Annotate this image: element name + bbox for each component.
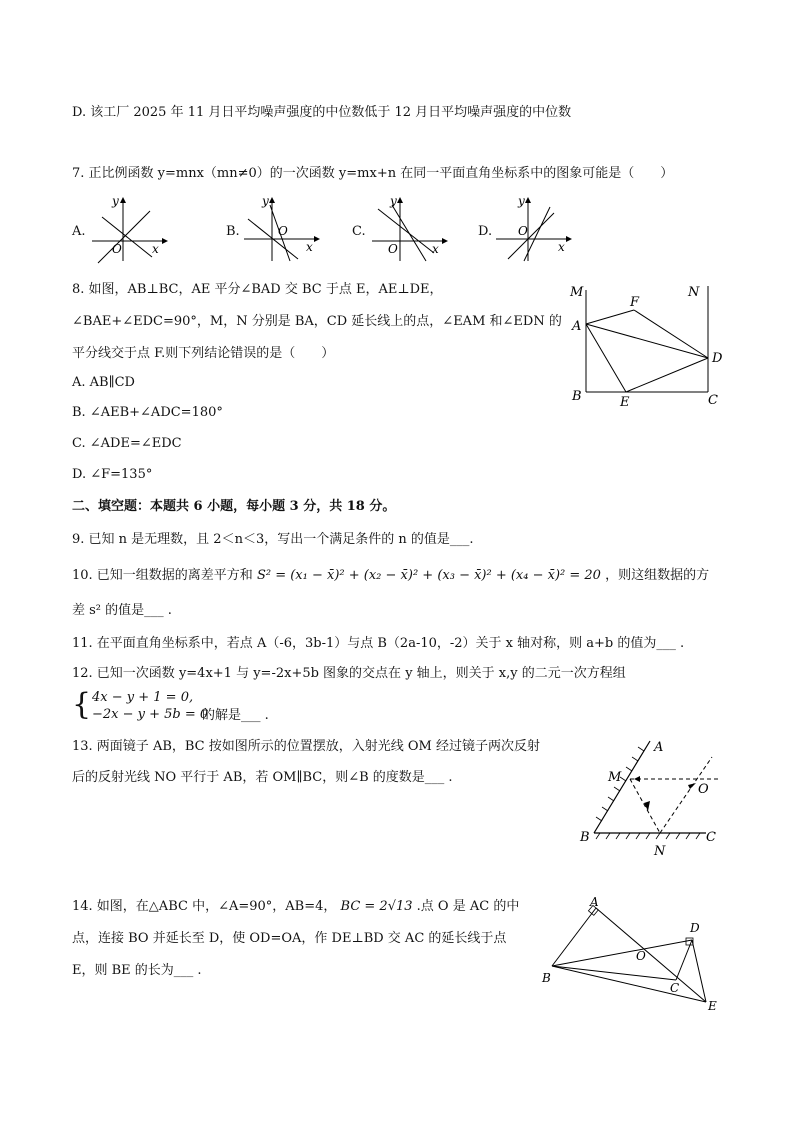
q14-label-a: A bbox=[590, 895, 599, 909]
q10-line-1 bbox=[72, 567, 709, 585]
q14-label-d: D bbox=[690, 921, 700, 935]
q10-prefix: 10. 已知一组数据的离差平方和 bbox=[72, 568, 253, 583]
q8-stem-2: ∠BAE+∠EDC=90°，M，N 分别是 BA，CD 延长线上的点，∠EAM 和∠EDN 的 bbox=[72, 314, 562, 329]
q7-a-x: x bbox=[152, 242, 159, 256]
q8-stem-3: 平分线交于点 F.则下列结论错误的是（ ） bbox=[72, 346, 335, 361]
q14-suffix: .点 O 是 AC 的中 bbox=[416, 899, 520, 914]
q13-label-m: M bbox=[608, 770, 622, 785]
q6-option-d: D. 该工厂 2025 年 11 月日平均噪声强度的中位数低于 12 月日平均噪声强度的中位数 bbox=[72, 105, 572, 120]
q14-figure bbox=[538, 894, 738, 1014]
q13-line-1: 13. 两面镜子 AB，BC 按如图所示的位置摆放，入射光线 OM 经过镜子两次反射 bbox=[72, 739, 540, 754]
q8-label-a: A bbox=[572, 319, 582, 334]
q10-line-2: 差 s² 的值是___ . bbox=[72, 603, 172, 618]
q7-graph-d bbox=[494, 195, 574, 265]
q7-graph-a bbox=[90, 195, 170, 265]
q7-b-y: y bbox=[262, 194, 269, 208]
q12-brace: { bbox=[72, 687, 92, 722]
q12-line-1: 12. 已知一次函数 y=4x+1 与 y=-2x+5b 图象的交点在 y 轴上，则关于 x,y 的二元一次方程组 bbox=[72, 666, 626, 681]
q8-option-d: D. ∠F=135° bbox=[72, 467, 153, 482]
q13-line-2: 后的反射光线 NO 平行于 AB，若 OM∥BC，则∠B 的度数是___ . bbox=[72, 770, 453, 785]
q14-line-3: E，则 BE 的长为___ . bbox=[72, 963, 202, 978]
q14-line-2: 点，连接 BO 并延长至 D，使 OD=OA，作 DE⊥BD 交 AC 的延长线于点 bbox=[72, 931, 507, 946]
q8-stem-1: 8. 如图，AB⊥BC，AE 平分∠BAD 交 BC 于点 E，AE⊥DE， bbox=[72, 282, 443, 297]
q7-c-o: O bbox=[388, 242, 398, 256]
q14-label-e: E bbox=[708, 999, 717, 1013]
q7-option-a-label: A. bbox=[72, 224, 86, 239]
q9: 9. 已知 n 是无理数，且 2＜n＜3，写出一个满足条件的 n 的值是___. bbox=[72, 532, 474, 547]
q12-eq-1: 4x − y + 1 = 0, bbox=[92, 690, 194, 705]
q8-option-a: A. AB∥CD bbox=[72, 375, 135, 390]
q12-tail: 的解是___ . bbox=[202, 708, 269, 723]
q7-c-y: y bbox=[390, 194, 397, 208]
q8-option-c: C. ∠ADE=∠EDC bbox=[72, 436, 182, 451]
q8-label-c: C bbox=[708, 393, 718, 408]
q7-stem: 7. 正比例函数 y=mnx（mn≠0）的一次函数 y=mx+n 在同一平面直角坐标系中的图象可能是（ ） bbox=[72, 166, 674, 181]
q8-label-b: B bbox=[572, 389, 582, 404]
q8-label-n: N bbox=[688, 285, 700, 300]
q13-figure bbox=[578, 737, 728, 862]
q7-option-d-label: D. bbox=[478, 224, 493, 239]
q7-option-c-label: C. bbox=[352, 224, 366, 239]
q7-b-x: x bbox=[306, 240, 313, 254]
q10-suffix: ，则这组数据的方 bbox=[605, 568, 710, 583]
q8-figure bbox=[568, 282, 748, 412]
q13-label-n: N bbox=[654, 844, 666, 859]
q7-c-x: x bbox=[432, 242, 439, 256]
q7-a-y: y bbox=[112, 194, 119, 208]
q13-label-o: O bbox=[698, 782, 709, 797]
q8-label-e: E bbox=[620, 395, 630, 410]
q14-bc: BC = 2√13 bbox=[340, 899, 413, 914]
q8-label-d: D bbox=[712, 351, 723, 366]
q8-label-m: M bbox=[570, 285, 584, 300]
q7-d-o: O bbox=[518, 224, 528, 238]
q8-label-f: F bbox=[630, 295, 640, 310]
q13-label-a: A bbox=[654, 740, 664, 755]
q7-option-b-label: B. bbox=[226, 224, 240, 239]
q7-graph-c bbox=[370, 195, 450, 265]
q13-label-c: C bbox=[706, 830, 716, 845]
q7-graph-b bbox=[242, 195, 322, 265]
q14-line-1 bbox=[72, 898, 519, 916]
q10-formula: S² = (x₁ − x̄)² + (x₂ − x̄)² + (x₃ − x̄)² + (x₄ − x̄)² = 20 bbox=[256, 568, 601, 583]
q7-d-x: x bbox=[558, 240, 565, 254]
q7-b-o: O bbox=[278, 224, 288, 238]
q8-option-b: B. ∠AEB+∠ADC=180° bbox=[72, 405, 223, 420]
q13-label-b: B bbox=[580, 830, 590, 845]
section-2-heading: 二、填空题：本题共 6 小题，每小题 3 分，共 18 分。 bbox=[72, 499, 396, 514]
q14-label-c: C bbox=[670, 981, 680, 995]
q11: 11. 在平面直角坐标系中，若点 A（-6，3b-1）与点 B（2a-10，-2）关于 x 轴对称，则 a+b 的值为___ . bbox=[72, 636, 685, 651]
q7-a-o: O bbox=[112, 242, 122, 256]
q14-label-o: O bbox=[636, 949, 646, 963]
q14-label-b: B bbox=[542, 971, 551, 985]
q7-d-y: y bbox=[518, 194, 525, 208]
q12-eq-2: −2x − y + 5b = 0 bbox=[92, 707, 209, 722]
q14-prefix: 14. 如图，在△ABC 中，∠A=90°，AB=4， bbox=[72, 899, 337, 914]
